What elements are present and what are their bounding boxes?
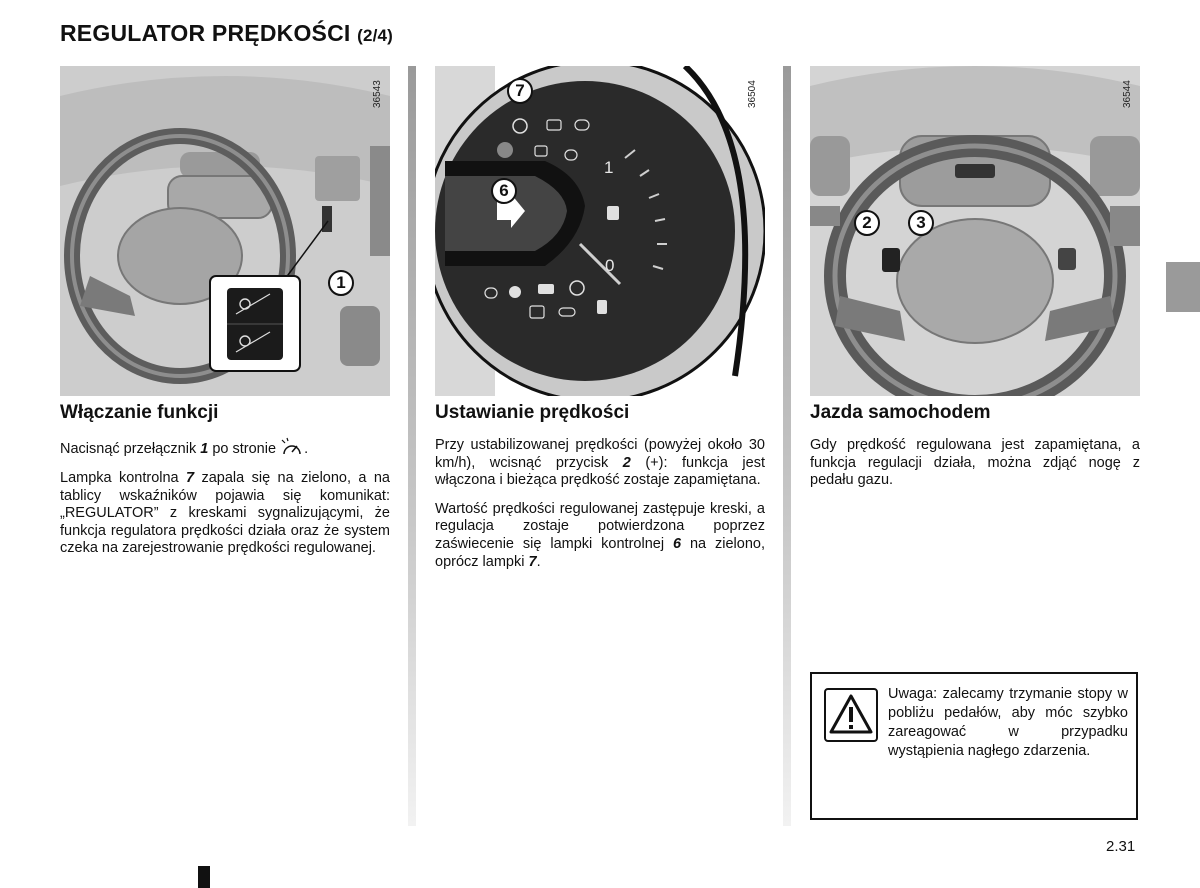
print-mark bbox=[198, 866, 210, 888]
figure-instrument-cluster bbox=[435, 66, 765, 396]
page-title bbox=[60, 20, 393, 47]
section-body-jazda bbox=[810, 437, 1140, 501]
gauge-digit-0: 0 bbox=[605, 256, 615, 275]
page-title-text: REGULATOR PRĘDKOŚCI bbox=[60, 20, 351, 46]
callout-1: 1 bbox=[328, 270, 354, 296]
warning-text-container bbox=[822, 685, 1128, 761]
paragraph: Przy ustabilizowanej prędkości (powyżej około 30 km/h), wcisnąć przycisk 2 (+): funkcja jest włączona i bieżąca prędkość zostaje zapamiętana. bbox=[435, 437, 765, 489]
section-body-wlaczanie bbox=[60, 437, 390, 569]
section-title-ustawianie: Ustawianie prędkości bbox=[435, 402, 630, 423]
figure-steering-switch bbox=[60, 66, 390, 396]
warning-text: Uwaga: zalecamy trzymanie stopy w pobliżu pedałów, aby móc szybko zareagować w przypadku wystąpienia nagłego zdarzenia. bbox=[888, 686, 1128, 759]
chapter-tab bbox=[1166, 262, 1200, 312]
gauge-digit-1: 1 bbox=[604, 158, 614, 177]
column-separator-2 bbox=[783, 66, 791, 826]
reference-7: 7 bbox=[528, 553, 537, 570]
steering-wheel-illustration bbox=[60, 66, 390, 396]
page-number: 2.31 bbox=[1106, 838, 1136, 855]
section-body-ustawianie bbox=[435, 437, 765, 582]
cruise-control-icon bbox=[280, 437, 304, 459]
section-title-wlaczanie: Włączanie funkcji bbox=[60, 402, 219, 423]
reference-2: 2 bbox=[622, 454, 631, 471]
paragraph: Lampka kontrolna 7 zapala się na zielono, a na tablicy wskaźników pojawia się komunikat: „REGULATOR” z kreskami sygnalizującymi, że funkcja regulatora prędkości działa oraz że system czeka na zarejestrowanie prędkości regulowanej. bbox=[60, 470, 390, 557]
reference-7: 7 bbox=[186, 470, 195, 486]
callout-3: 3 bbox=[908, 210, 934, 236]
section-title-jazda: Jazda samochodem bbox=[810, 402, 991, 423]
page-title-fraction: (2/4) bbox=[357, 26, 394, 45]
figure-number: 36543 bbox=[372, 80, 383, 108]
column-separator-1 bbox=[408, 66, 416, 826]
figure-number: 36544 bbox=[1122, 80, 1133, 108]
figure-number: 36504 bbox=[747, 80, 758, 108]
paragraph: Gdy prędkość regulowana jest zapamiętana, a funkcja regulacji działa, można zdjąć nogę z pedału gazu. bbox=[810, 437, 1140, 489]
instrument-cluster-illustration bbox=[435, 66, 765, 396]
callout-7: 7 bbox=[507, 78, 533, 104]
callout-2: 2 bbox=[854, 210, 880, 236]
reference-6: 6 bbox=[672, 535, 682, 552]
figure-steering-buttons bbox=[810, 66, 1140, 396]
callout-6: 6 bbox=[491, 178, 517, 204]
paragraph: Wartość prędkości regulowanej zastępuje kreski, a regulacja zostaje potwierdzona poprzez zaświecenie się lampki kontrolnej 6 na zielono, oprócz lampki 7. bbox=[435, 500, 765, 570]
paragraph: Nacisnąć przełącznik 1 po stronie . bbox=[60, 437, 390, 459]
warning-box bbox=[810, 672, 1138, 820]
reference-1: 1 bbox=[200, 441, 209, 457]
